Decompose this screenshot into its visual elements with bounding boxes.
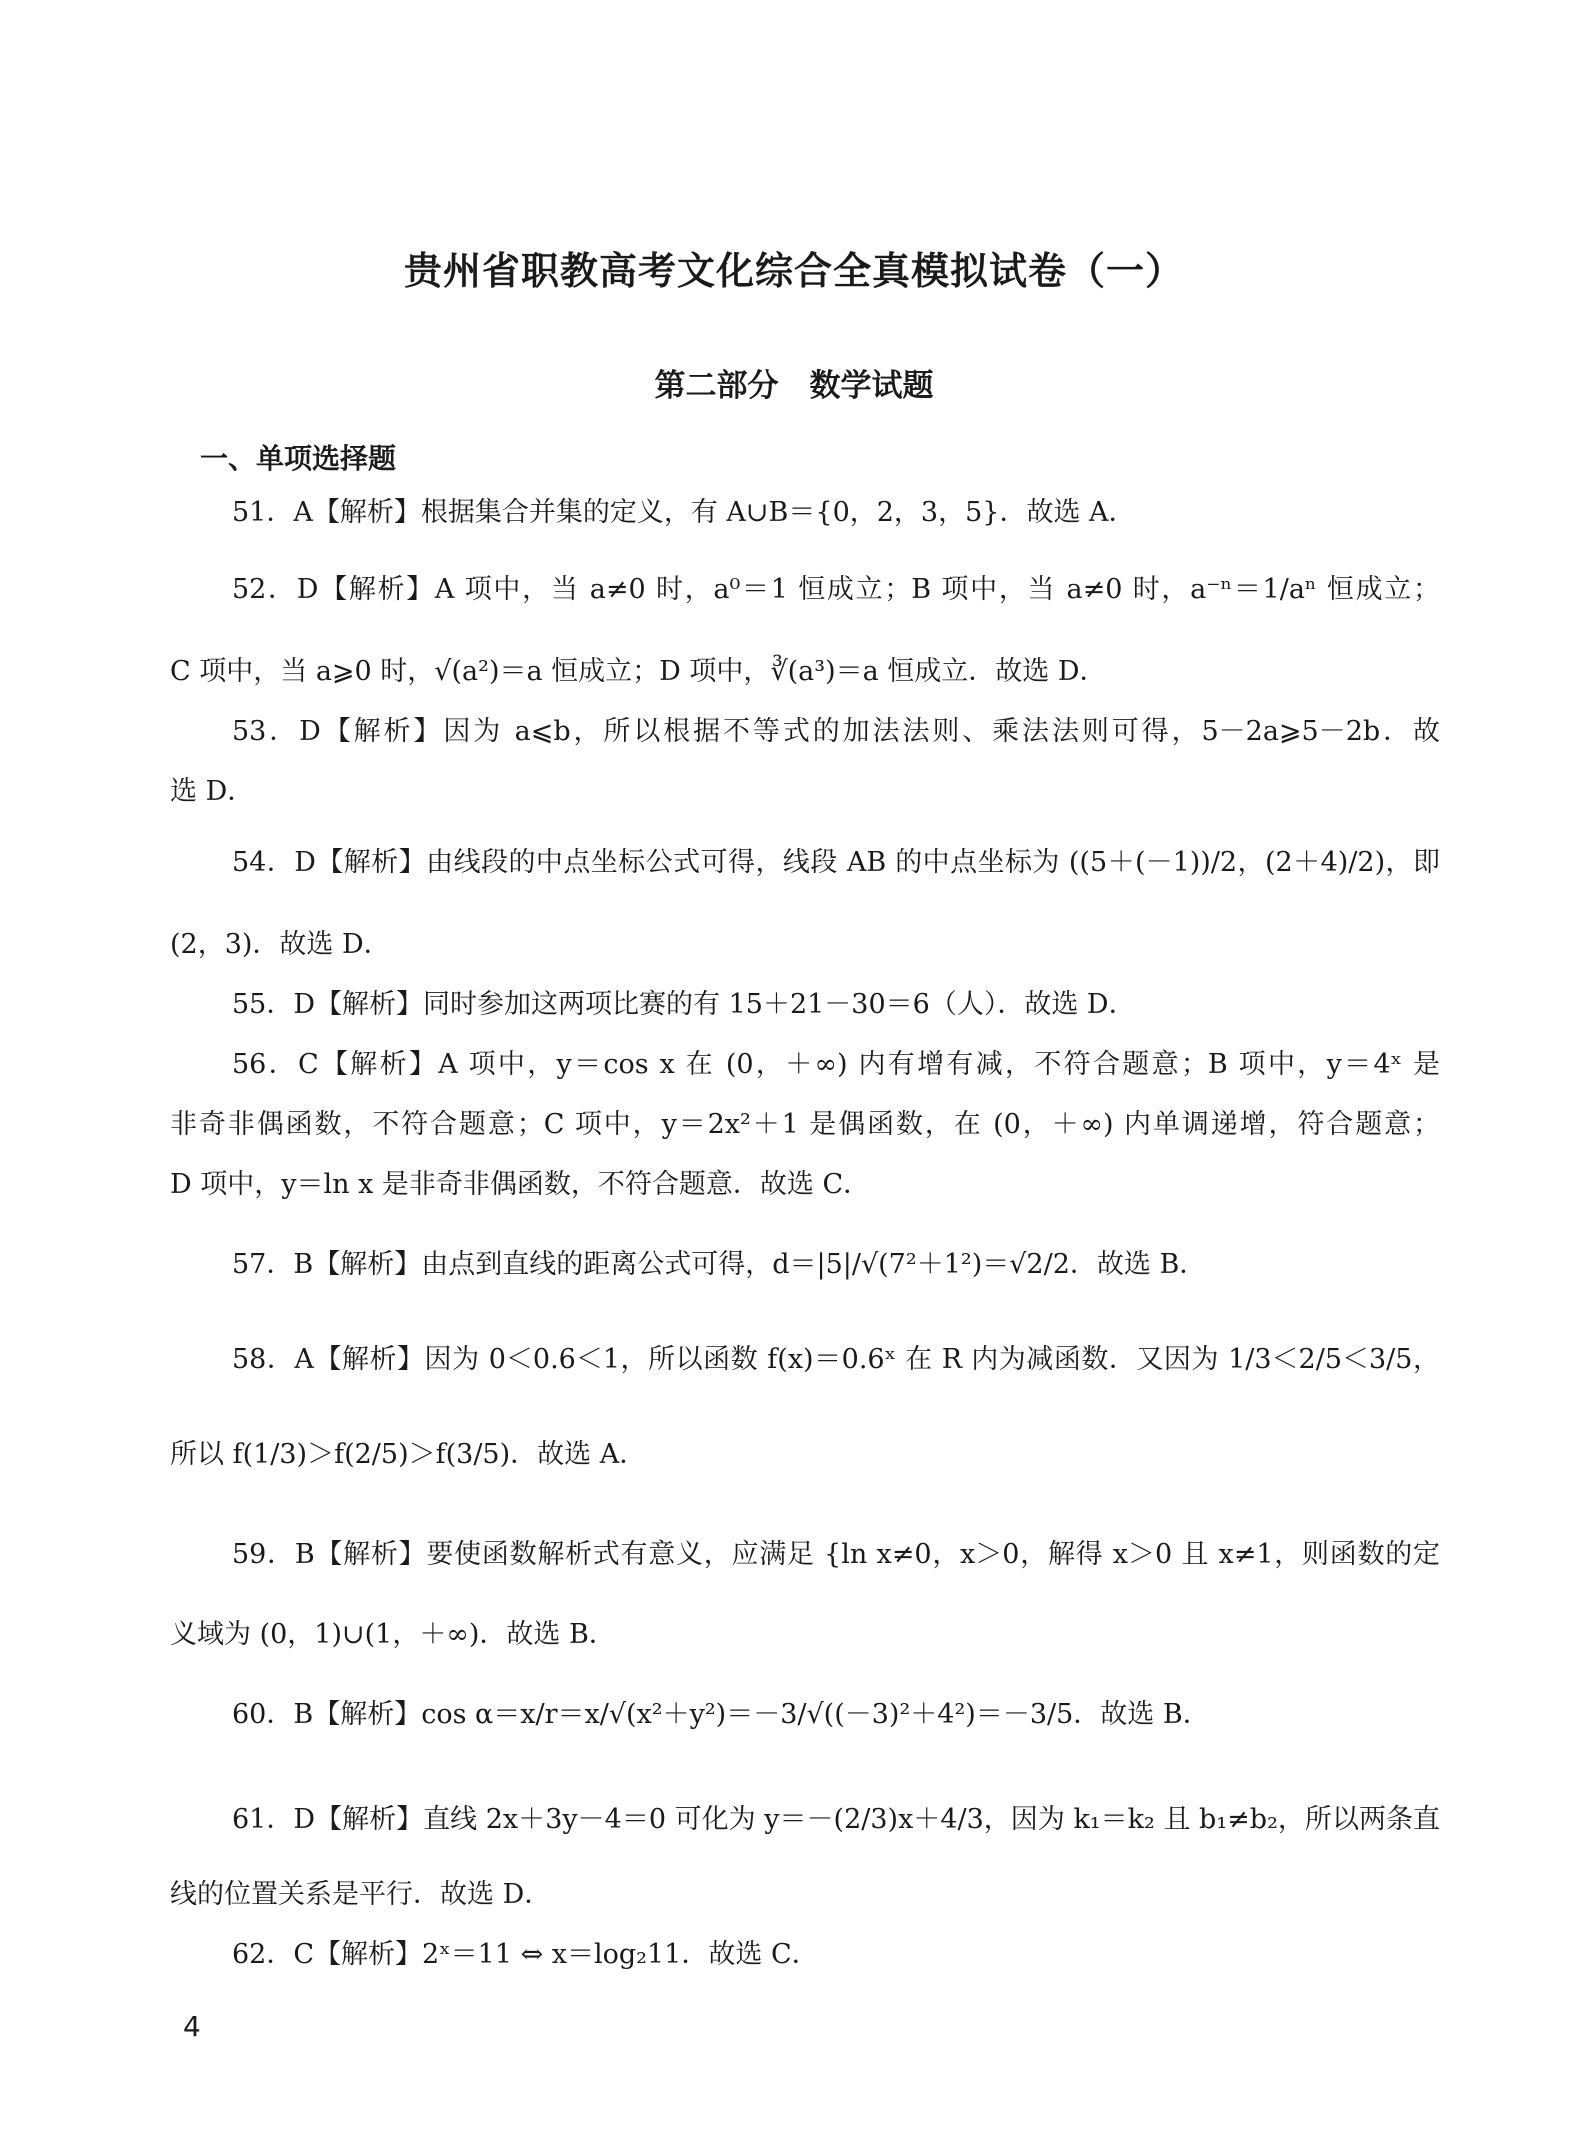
answer-line: 54．D【解析】由线段的中点坐标公式可得，线段 AB 的中点坐标为 ((5＋(－1))/2，(2＋4)/2)，即 [232,847,1440,878]
answer-line: 非奇非偶函数，不符合题意；C 项中，y＝2x²＋1 是偶函数，在 (0，＋∞) 内单调递增，符合题意； [170,1109,1440,1140]
answer-line: C 项中，当 a⩾0 时，√(a²)＝a 恒成立；D 项中，∛(a³)＝a 恒成立．故选 D． [170,656,1107,687]
answer-line: 55．D【解析】同时参加这两项比赛的有 15＋21－30＝6（人）．故选 D． [232,989,1136,1020]
answer-line: 所以 f(1/3)＞f(2/5)＞f(3/5)．故选 A． [170,1439,647,1470]
answer-line: 59．B【解析】要使函数解析式有意义，应满足 {ln x≠0，x＞0，解得 x＞0 且 x≠1，则函数的定 [232,1539,1440,1570]
answer-line: 62．C【解析】2ˣ＝11 ⇔ x＝log₂11．故选 C． [232,1939,819,1970]
answer-line: 51．A【解析】根据集合并集的定义，有 A∪B＝{0，2，3，5}．故选 A． [232,497,1136,528]
answer-line: 58．A【解析】因为 0＜0.6＜1，所以函数 f(x)＝0.6ˣ 在 R 内为减函数．又因为 1/3＜2/5＜3/5， [232,1344,1440,1375]
answer-line: 义域为 (0，1)∪(1，＋∞)．故选 B． [170,1619,616,1650]
page-title: 贵州省职教高考文化综合全真模拟试卷（一） [403,249,1184,293]
answer-line: D 项中，y＝ln x 是非奇非偶函数，不符合题意．故选 C． [170,1169,871,1200]
answer-line: 线的位置关系是平行．故选 D． [170,1879,552,1910]
page-number: 4 [183,2010,201,2043]
answer-line: 选 D． [170,776,255,807]
answer-line: 53．D【解析】因为 a⩽b，所以根据不等式的加法法则、乘法法则可得，5－2a⩾5－2b．故 [232,716,1440,747]
section-heading: 一、单项选择题 [200,442,397,475]
section-subtitle: 第二部分 数学试题 [654,368,934,404]
answer-line: 57．B【解析】由点到直线的距离公式可得，d＝|5|/√(7²＋1²)＝√2/2．故选 B． [232,1249,1207,1280]
answer-line: 60．B【解析】cos α＝x/r＝x/√(x²＋y²)＝－3/√((－3)²＋4²)＝－3/5．故选 B． [232,1699,1210,1730]
answer-line: 52．D【解析】A 项中，当 a≠0 时，a⁰＝1 恒成立；B 项中，当 a≠0 时，a⁻ⁿ＝1/aⁿ 恒成立； [232,574,1440,605]
answer-line: 61．D【解析】直线 2x＋3y－4＝0 可化为 y＝－(2/3)x＋4/3，因为 k₁＝k₂ 且 b₁≠b₂，所以两条直 [232,1804,1440,1835]
answer-line: 56．C【解析】A 项中，y＝cos x 在 (0，＋∞) 内有增有减，不符合题意；B 项中，y＝4ˣ 是 [232,1049,1440,1080]
answer-line: (2，3)．故选 D． [170,929,391,960]
